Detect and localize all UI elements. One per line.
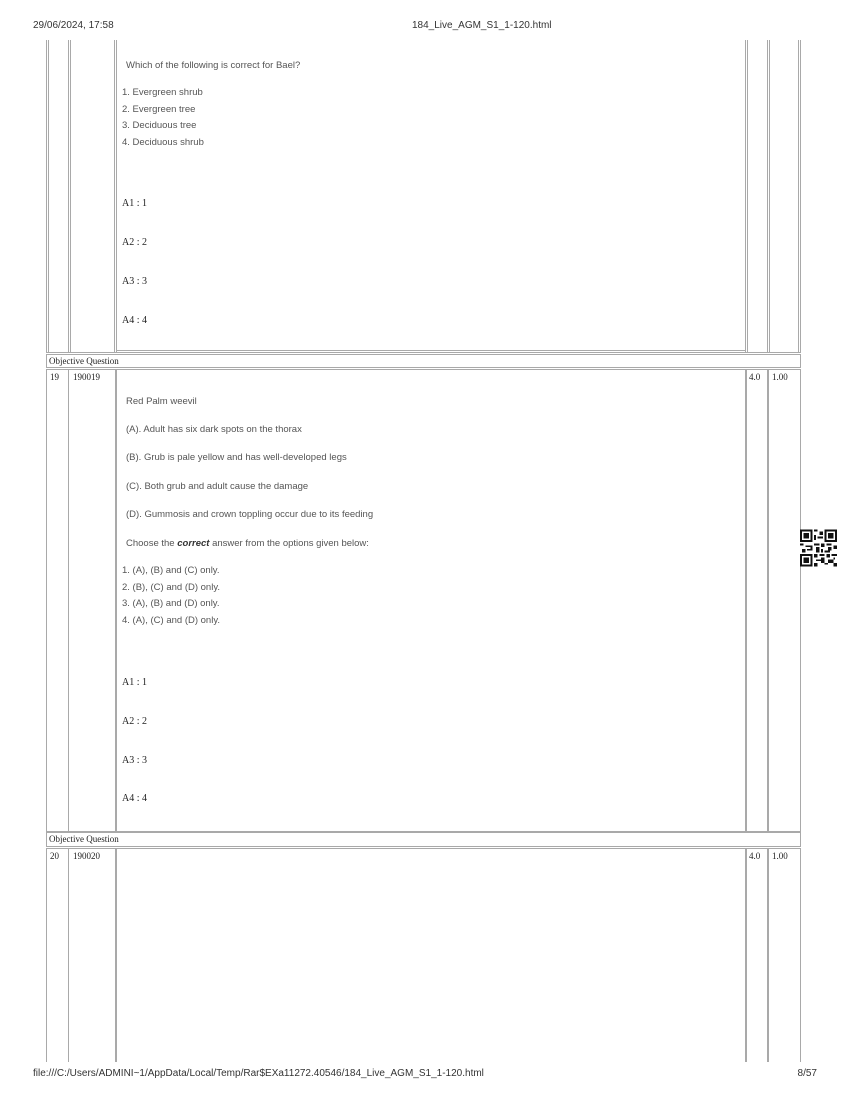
question-stem: Red Palm weevil xyxy=(126,396,197,407)
answer-option: A3 : 3 xyxy=(122,755,147,766)
statement-item: (A). Adult has six dark spots on the thorax xyxy=(126,424,302,435)
negative-marks: 1.00 xyxy=(772,372,788,382)
option-item: 1. (A), (B) and (C) only. xyxy=(122,565,220,576)
section-label-row xyxy=(46,832,801,847)
option-item: 2. Evergreen tree xyxy=(122,103,196,115)
answer-option: A2 : 2 xyxy=(122,716,147,727)
answer-option: A4 : 4 xyxy=(122,315,147,326)
option-item: 4. (A), (C) and (D) only. xyxy=(122,614,221,626)
answer-option: A1 : 1 xyxy=(122,677,147,688)
answer-option: A4 : 4 xyxy=(122,793,147,804)
file-path: file:///C:/Users/ADMINI~1/AppData/Local/Temp/Rar$EXa11272.40546/184_Live_AGM_S1_1-120.html xyxy=(33,1068,484,1079)
option-list xyxy=(122,563,220,629)
section-label-row xyxy=(46,354,801,368)
answer-option: A2 : 2 xyxy=(122,237,147,248)
document-title: 184_Live_AGM_S1_1-120.html xyxy=(412,20,552,31)
section-label: Objective Question xyxy=(49,834,119,844)
question-stem: Which of the following is correct for Bael? xyxy=(126,60,301,71)
choose-instruction: Choose the correct answer from the options given below: xyxy=(126,538,369,549)
option-item: 4. Deciduous shrub xyxy=(122,136,204,148)
option-item: 3. (A), (B) and (D) only. xyxy=(122,598,220,609)
option-item: 2. (B), (C) and (D) only. xyxy=(122,581,221,593)
option-item: 3. Deciduous tree xyxy=(122,120,197,131)
question-number: 19 xyxy=(50,372,59,382)
question-id: 190019 xyxy=(73,372,100,382)
section-label: Objective Question xyxy=(49,356,119,366)
negative-marks: 1.00 xyxy=(772,851,788,861)
page-number: 8/57 xyxy=(797,1068,817,1079)
question-marks: 4.0 xyxy=(749,372,761,382)
option-item: 1. Evergreen shrub xyxy=(122,87,203,98)
answer-option: A3 : 3 xyxy=(122,276,147,287)
qr-code xyxy=(800,529,837,567)
question-id: 190020 xyxy=(73,851,100,861)
question-marks: 4.0 xyxy=(749,851,761,861)
question-number: 20 xyxy=(50,851,59,861)
answer-option: A1 : 1 xyxy=(122,198,147,209)
statement-item: (C). Both grub and adult cause the damage xyxy=(126,481,309,492)
print-datetime: 29/06/2024, 17:58 xyxy=(33,20,114,31)
statement-item: (D). Gummosis and crown toppling occur due to its feeding xyxy=(126,509,374,520)
statement-item: (B). Grub is pale yellow and has well-developed legs xyxy=(126,452,347,463)
option-list xyxy=(122,85,204,151)
